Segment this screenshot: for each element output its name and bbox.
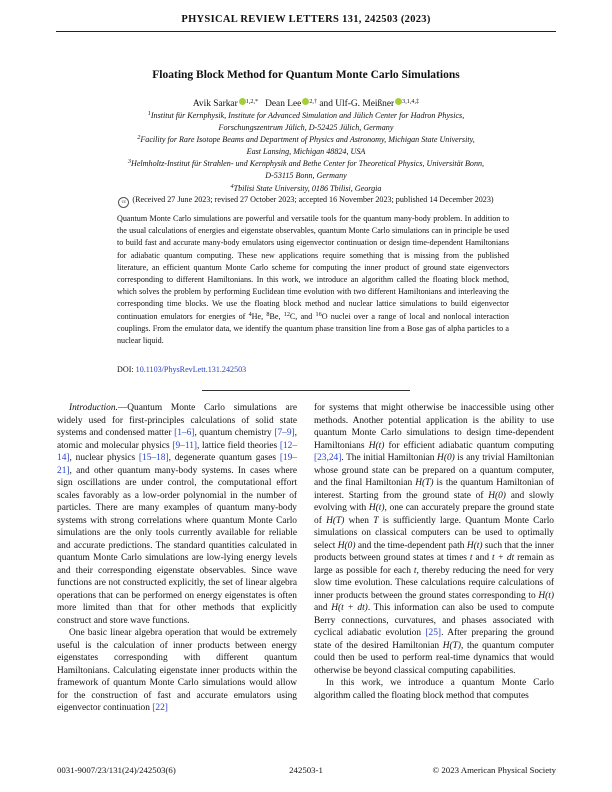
- received-text: (Received 27 June 2023; revised 27 October 2023; accepted 16 November 2023; published 14 December 2023): [132, 195, 494, 204]
- affiliation-number: 4: [230, 182, 234, 190]
- affiliation-text: Tbilisi State University, 0186 Tbilisi, Georgia: [233, 183, 382, 193]
- section-lead: Introduction.: [69, 403, 118, 413]
- abstract-text: He,: [251, 311, 267, 321]
- author-list: [56, 98, 556, 109]
- citation-link[interactable]: [22]: [152, 703, 168, 713]
- author-conjunction: and: [319, 99, 333, 109]
- affiliation-number: 2: [137, 134, 141, 142]
- citation-link[interactable]: [12–14]: [57, 440, 298, 463]
- citation-link[interactable]: [15–18]: [138, 453, 169, 463]
- author-affil-sup: 2,†: [309, 98, 318, 105]
- isotope-mass: 8: [266, 310, 270, 318]
- author-name[interactable]: Dean Lee: [265, 99, 302, 109]
- paper-title: Floating Block Method for Quantum Monte Carlo Simulations: [152, 69, 460, 81]
- affiliation-line: [56, 134, 556, 146]
- isotope-mass: 16: [315, 310, 322, 318]
- affiliation-number: 1: [147, 110, 151, 117]
- received-dates: [56, 195, 556, 208]
- citation-link[interactable]: [1–6]: [174, 428, 195, 438]
- header-rule: [56, 31, 556, 32]
- affiliation-line: East Lansing, Michigan 48824, USA: [246, 147, 366, 157]
- citation-link[interactable]: [25]: [425, 628, 442, 638]
- affiliation-number: 3: [127, 158, 131, 166]
- citation-link[interactable]: [9–11]: [172, 440, 198, 451]
- abstract-text: Quantum Monte Carlo simulations are powerful and versatile tools for the quantum many-body problem. In addition to the usual calculations of energies and eigenstate observables, quantum Monte Carlo simulations can in principle be used to build fast and accurate many-body emulators using eigenvector continuation or design time-dependent Hamiltonians for adiabatic quantum computing. These new applications require something that is missing from the published literature, an efficient quantum Monte Carlo scheme for computing the inner product of ground state eigenvectors corresponding to different Hamiltonians. In this work, we introduce an algorithm called the floating block method, which solves the problem by performing Euclidean time evolution with two different Hamiltonians and interleaving the corresponding time blocks. We use the floating block method and nuclear lattice simulations to build eigenvector continuation emulators for energies of: [117, 214, 509, 321]
- abstract-text: C, and: [289, 311, 316, 321]
- affiliation-text: Facility for Rare Isotope Beams and Department of Physics and Astronomy, Michigan State University,: [140, 135, 475, 145]
- isotope-mass: 12: [283, 310, 290, 318]
- affiliations: [56, 110, 556, 195]
- paragraph: Introduction.—Quantum Monte Carlo simulations are widely used for first-principles calculations of solid state systems and condensed matter [1–6], quantum chemistry [7–9], atomic and molecular physics [9–11], lattice field theories [12–14], nuclear physics [15–18], degenerate quantum gases [19–21], and other quantum many-body systems. In cases where sign oscillations are under control, the computational effort scales favorably as a low-order polynomial in the number of particles. There are many examples of quantum many-body systems with strong correlations where quantum Monte Carlo simulations are the only tools currently available for reliable and accurate predictions. The standard quantities calculated in quantum Monte Carlo simulations are low-lying energy levels and their corresponding eigenstate observables. Since wave functions are not constructed explicitly, the set of linear algebra operations that can be performed on energy eigenstates is often more limited than that for other methods that explicitly construct and store wave functions.: [57, 403, 298, 626]
- citation-link[interactable]: [7–9]: [274, 428, 295, 438]
- doi-line: [117, 365, 509, 374]
- abstract: [117, 213, 509, 347]
- author-name[interactable]: Avik Sarkar: [192, 99, 238, 109]
- right-column: [314, 402, 554, 702]
- doi-link[interactable]: 10.1103/PhysRevLett.131.242503: [135, 365, 247, 374]
- affiliation-line: Forschungszentrum Jülich, D-52425 Jülich, Germany: [218, 123, 394, 133]
- paragraph: One basic linear algebra operation that would be extremely useful is the calculation of inner products between energy eigenstates corresponding with different quantum Hamiltonians. Calculating eigenstate inner products within the framework of quantum Monte Carlo simulations would allow for the construction of fast and accurate emulators using eigenvector continuation [22]: [57, 628, 297, 713]
- abstract-text: O nuclei over a range of local and nonlocal interaction couplings. From the emulator data, we identify the quantum phase transition line from a Bose gas of alpha particles to a nuclear liquid.: [117, 311, 510, 346]
- affiliation-line: D-53115 Bonn, Germany: [265, 171, 347, 181]
- abstract-text: Be,: [269, 311, 284, 321]
- left-column: [57, 402, 297, 715]
- isotope-mass: 4: [248, 310, 252, 318]
- creative-commons-icon: cc: [118, 197, 129, 208]
- doi-label: DOI:: [117, 365, 134, 374]
- affiliation-line: [56, 183, 556, 195]
- affiliation-line: [56, 110, 556, 122]
- affiliation-text: Institut für Kernphysik, Institute for Advanced Simulation and Jülich Center for Hadron Physics,: [150, 111, 465, 120]
- author-name[interactable]: Ulf-G. Meißner: [335, 99, 395, 109]
- citation-link[interactable]: [23,24]: [314, 453, 342, 463]
- footer-page-number: 242503-1: [289, 765, 323, 775]
- affiliation-text: Helmholtz-Institut für Strahlen- und Kernphysik and Bethe Center for Theoretical Physics, Universität Bonn,: [131, 159, 485, 169]
- section-divider: [202, 390, 410, 391]
- journal-header: PHYSICAL REVIEW LETTERS 131, 242503 (2023): [181, 14, 431, 25]
- author-affil-sup: 3,1,4,‡: [402, 98, 420, 105]
- footer-issn: 0031-9007/23/131(24)/242503(6): [57, 765, 176, 775]
- affiliation-line: [56, 158, 556, 170]
- orcid-icon[interactable]: [239, 98, 246, 105]
- paragraph: for systems that might otherwise be inaccessible using other methods. Another potential application is the ability to use quantum Monte Carlo simulations to design time-dependent Hamiltonians H(t) for efficient adiabatic quantum computing [23,24]. The initial Hamiltonian H(0) is any trivial Hamiltonian whose ground state can be prepared on a quantum computer, and the final Hamiltonian H(T) is the quantum Hamiltonian of interest. Starting from the ground state of H(0) and slowly evolving with H(t), one can accurately prepare the ground state of H(T) when T is sufficiently large. Quantum Monte Carlo simulations on classical computers can be used to optimally select H(0) and the time-dependent path H(t) such that the inner products between ground states at times t and t + dt remain as large as possible for each t, thereby reducing the need for very slow time evolution. These calculations require calculations of inner products between the ground states corresponding to H(t) and H(t + dt). This information can also be used to compute Berry connections, curvatures, and phases associated with cyclical adiabatic evolution [25]. After preparing the ground state of the desired Hamiltonian H(T), the quantum computer could then be used to perform real-time dynamics that would otherwise be beyond classical computing capabilities.: [314, 403, 554, 676]
- citation-link[interactable]: [19–21]: [57, 453, 297, 476]
- paragraph: In this work, we introduce a quantum Monte Carlo algorithm called the floating block method that computes: [314, 678, 554, 701]
- footer-copyright: © 2023 American Physical Society: [432, 765, 556, 775]
- author-affil-sup: 1,2,*: [245, 98, 259, 105]
